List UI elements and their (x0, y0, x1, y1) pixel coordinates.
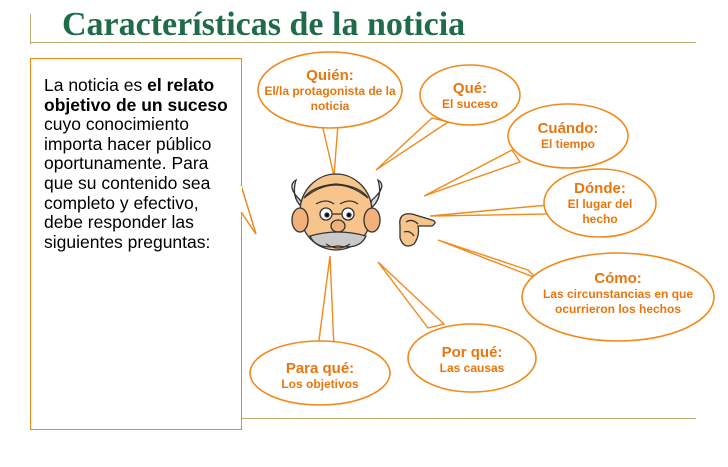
bubble-text-paraque (262, 360, 378, 392)
definition-text-bold: el relato objetivo de un suceso (44, 75, 228, 115)
answer-como: Las circunstancias en que ocurrieron los hechos (542, 287, 694, 316)
tail-cuando (424, 150, 520, 196)
bubble-text-como (538, 270, 698, 317)
bubble-text-quien (262, 67, 398, 114)
answer-porque: Las causas (439, 361, 505, 375)
tail-que (376, 118, 448, 170)
definition-text-part1: La noticia es (44, 75, 148, 95)
definition-text-part2: cuyo conocimiento importa hacer público oportunamente. Para que su contenido sea completo y efectivo, debe responder las siguientes preguntas: (44, 114, 212, 252)
question-quien: Quién: (306, 67, 354, 84)
tail-paraque (318, 256, 334, 348)
answer-paraque: Los objetivos (281, 377, 359, 391)
bubble-text-que (430, 80, 510, 112)
tail-donde (430, 205, 550, 216)
page-title: Características de la noticia (62, 6, 466, 43)
bubble-text-porque (418, 344, 526, 376)
pointing-hand-icon (400, 214, 435, 246)
callout-pointer (241, 185, 256, 234)
answer-cuando: El tiempo (540, 137, 595, 151)
tail-porque (378, 262, 444, 328)
bubble-text-cuando (518, 120, 618, 152)
question-porque: Por qué: (441, 344, 503, 361)
question-como: Cómo: (594, 270, 642, 287)
tail-quien (322, 124, 338, 176)
old-man-face-icon (292, 174, 382, 250)
bubble-text-donde (560, 180, 640, 227)
answer-quien: El/la protagonista de la noticia (264, 84, 396, 113)
answer-que: El suceso (441, 97, 499, 111)
tail-como (438, 240, 536, 278)
question-donde: Dónde: (574, 180, 626, 197)
question-paraque: Para qué: (285, 360, 355, 377)
question-que: Qué: (452, 80, 488, 97)
answer-donde: El lugar del hecho (567, 197, 633, 226)
question-cuando: Cuándo: (537, 120, 599, 137)
